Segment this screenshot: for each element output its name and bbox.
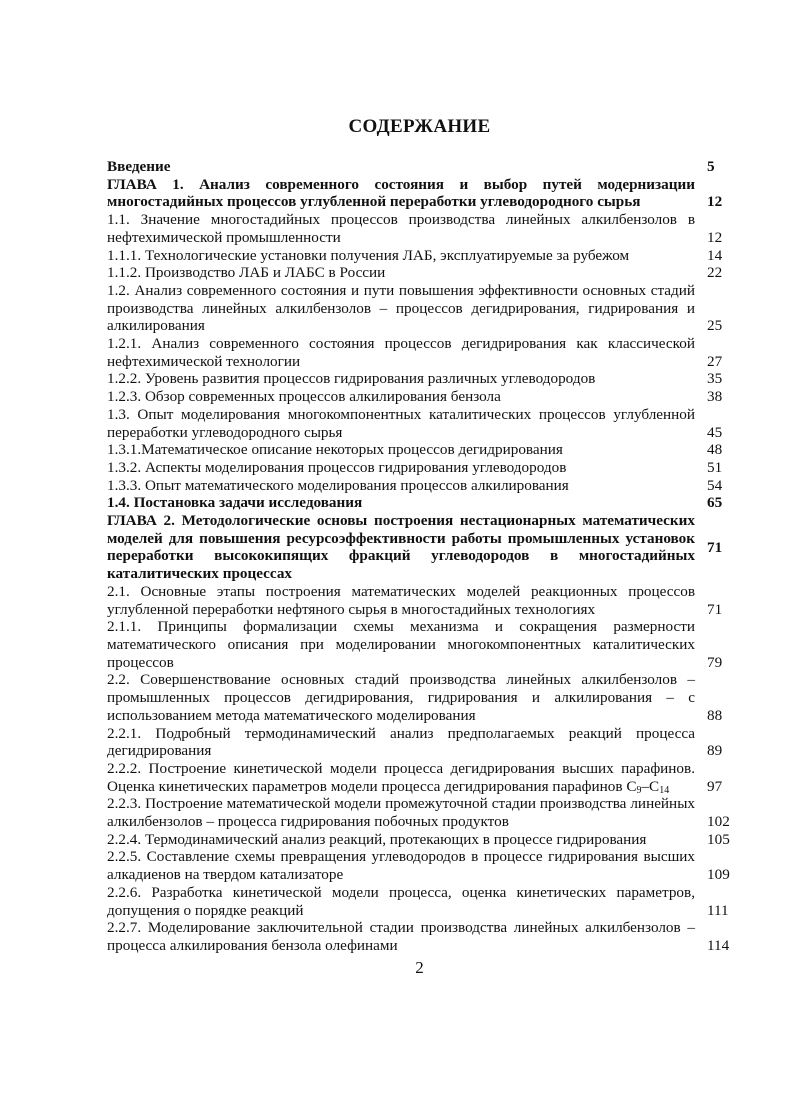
toc-entry[interactable]	[107, 388, 732, 406]
toc-entry[interactable]	[107, 831, 732, 849]
toc-entry-page: 114	[707, 936, 730, 954]
toc-entry-page: 25	[707, 317, 723, 335]
toc-entry-text: 2.2.3. Построение математической модели промежуточной стадии производства линейных алкилбензолов – процесса гидрирования побочных продуктов	[107, 795, 695, 831]
toc-entry-title	[107, 725, 695, 760]
toc-entry[interactable]	[107, 848, 732, 883]
toc-entry-page: 105	[707, 830, 730, 848]
toc-entry-page: 38	[707, 388, 723, 406]
toc-entry[interactable]	[107, 725, 732, 760]
toc-entry[interactable]	[107, 370, 732, 388]
toc-entry[interactable]	[107, 176, 732, 211]
toc-entry-text: 1.3.2. Аспекты моделирования процессов гидрирования углеводородов	[107, 458, 567, 476]
toc-entry-page: 14	[707, 246, 723, 264]
formula-part: C	[626, 777, 637, 795]
toc-entry-page: 97	[707, 777, 723, 795]
toc-entry[interactable]	[107, 512, 732, 583]
toc-entry-text: 2.2.2. Построение кинетической модели процесса дегидрирования высших парафинов. Оценка кинетических параметров модели процесса дегидрирования парафинов	[107, 759, 695, 795]
toc-entry[interactable]	[107, 459, 732, 477]
table-of-contents	[107, 158, 732, 955]
formula-part: 9	[636, 784, 642, 796]
toc-entry-page: 45	[707, 423, 723, 441]
toc-entry-title	[107, 583, 695, 618]
toc-entry[interactable]	[107, 583, 732, 618]
toc-entry-title	[107, 176, 695, 211]
toc-entry-page: 71	[707, 538, 723, 556]
toc-entry-text: 1.3.1.Математическое описание некоторых процессов дегидрирования	[107, 441, 563, 459]
toc-entry-text: 1.4. Постановка задачи исследования	[107, 494, 363, 512]
toc-entry-title	[107, 831, 695, 849]
toc-entry[interactable]	[107, 760, 732, 795]
toc-entry-text: 2.2.1. Подробный термодинамический анализ предполагаемых реакций процесса дегидрирования	[107, 724, 695, 760]
toc-entry-page: 89	[707, 742, 723, 760]
toc-entry[interactable]	[107, 795, 732, 830]
toc-entry-title	[107, 335, 695, 370]
page-title: СОДЕРЖАНИЕ	[348, 116, 491, 137]
toc-entry-text: 1.2. Анализ современного состояния и пути повышения эффективности основных стадий производства линейных алкилбензолов – процессов дегидрирования, гидрирования и алкилирования	[107, 281, 695, 335]
toc-entry[interactable]	[107, 441, 732, 459]
toc-entry[interactable]	[107, 477, 732, 495]
toc-entry-title	[107, 441, 695, 459]
toc-entry-text: 1.2.1. Анализ современного состояния процессов дегидрирования как классической нефтехимической технологии	[107, 335, 695, 370]
toc-entry-page: 35	[707, 370, 723, 388]
toc-entry-text: ГЛАВА 2. Методологические основы построения нестационарных математических моделей для повышения ресурсоэффективности работы промышленных установок переработки высококипящих фракций углеводородов в многостадийных каталитических процессах	[107, 512, 695, 583]
toc-entry-title	[107, 211, 695, 246]
toc-entry-title	[107, 158, 695, 176]
toc-entry-title	[107, 919, 695, 954]
formula-part: –C	[641, 777, 660, 795]
toc-entry-page: 5	[707, 158, 715, 175]
toc-entry-page: 27	[707, 352, 723, 370]
toc-entry-text: 2.2.6. Разработка кинетической модели процесса, оценка кинетических параметров, допущения о порядке реакций	[107, 883, 695, 919]
toc-entry[interactable]	[107, 211, 732, 246]
toc-entry-text: 1.3.3. Опыт математического моделирования процессов алкилирования	[107, 476, 569, 494]
toc-entry[interactable]	[107, 671, 732, 724]
formula-part: 14	[659, 784, 670, 796]
toc-entry-title	[107, 247, 695, 265]
toc-entry-page: 12	[707, 228, 723, 246]
toc-entry-page: 54	[707, 476, 723, 494]
toc-entry[interactable]	[107, 264, 732, 282]
toc-entry-page: 22	[707, 264, 723, 282]
toc-entry-text: 2.2. Совершенствование основных стадий производства линейных алкилбензолов – промышленных процессов дегидрирования, гидрирования и алкилирования – с использованием метода математического моделирования	[107, 671, 695, 724]
toc-entry[interactable]	[107, 335, 732, 370]
toc-entry-title	[107, 671, 695, 724]
toc-entry-page: 12	[707, 193, 723, 211]
toc-entry-page: 51	[707, 458, 723, 476]
toc-entry-page: 102	[707, 813, 730, 831]
toc-entry-title	[107, 264, 695, 282]
toc-entry-text: 2.1.1. Принципы формализации схемы механизма и сокращения размерности математического описания при моделировании многокомпонентных каталитических процессов	[107, 618, 695, 671]
toc-entry[interactable]	[107, 247, 732, 265]
toc-entry-page: 111	[707, 901, 729, 919]
toc-entry-title	[107, 795, 695, 830]
toc-entry-title	[107, 370, 695, 388]
toc-entry-title	[107, 512, 695, 583]
toc-entry[interactable]	[107, 282, 732, 335]
toc-entry-title	[107, 494, 695, 512]
toc-entry[interactable]	[107, 158, 732, 176]
toc-entry-text: Введение	[107, 158, 171, 175]
toc-entry-title	[107, 618, 695, 671]
toc-entry-text: ГЛАВА 1. Анализ современного состояния и выбор путей модернизации многостадийных процессов углубленной переработки углеводородного сырья	[107, 175, 695, 211]
toc-entry-page: 79	[707, 653, 723, 671]
toc-entry-text: 1.1.1. Технологические установки получения ЛАБ, эксплуатируемые за рубежом	[107, 246, 630, 264]
toc-entry-text: 2.1. Основные этапы построения математических моделей реакционных процессов углубленной переработки нефтяного сырья в многостадийных технологиях	[107, 582, 695, 618]
toc-entry-text: 1.2.2. Уровень развития процессов гидрирования различных углеводородов	[107, 370, 596, 388]
toc-entry-title	[107, 884, 695, 919]
page-number: 2	[415, 958, 424, 977]
toc-entry-text: 1.3. Опыт моделирования многокомпонентных каталитических процессов углубленной переработки углеводородного сырья	[107, 405, 695, 441]
toc-entry-title	[107, 406, 695, 441]
toc-entry-text: 2.2.5. Составление схемы превращения углеводородов в процессе гидрирования высших алкадиенов на твердом катализаторе	[107, 848, 695, 884]
toc-entry[interactable]	[107, 494, 732, 512]
toc-entry[interactable]	[107, 919, 732, 954]
toc-entry-page: 48	[707, 441, 723, 459]
toc-entry[interactable]	[107, 406, 732, 441]
toc-entry-page: 65	[707, 494, 723, 512]
toc-entry[interactable]	[107, 618, 732, 671]
toc-entry-text: 2.2.7. Моделирование заключительной стадии производства линейных алкилбензолов – процесса алкилирования бензола олефинами	[107, 919, 695, 954]
toc-entry-title	[107, 388, 695, 406]
chemical-formula	[626, 778, 669, 795]
toc-entry-page: 88	[707, 706, 723, 724]
toc-entry[interactable]	[107, 884, 732, 919]
toc-entry-title	[107, 760, 695, 795]
toc-entry-title	[107, 459, 695, 477]
toc-entry-page: 71	[707, 600, 723, 618]
toc-entry-text: 1.2.3. Обзор современных процессов алкилирования бензола	[107, 388, 501, 406]
toc-entry-text: 1.1. Значение многостадийных процессов производства линейных алкилбензолов в нефтехимической промышленности	[107, 211, 695, 246]
toc-entry-page: 109	[707, 866, 730, 884]
toc-entry-title	[107, 477, 695, 495]
toc-entry-title	[107, 848, 695, 883]
toc-entry-text: 2.2.4. Термодинамический анализ реакций, протекающих в процессе гидрирования	[107, 830, 647, 848]
toc-entry-title	[107, 282, 695, 335]
toc-entry-text: 1.1.2. Производство ЛАБ и ЛАБС в России	[107, 264, 386, 282]
